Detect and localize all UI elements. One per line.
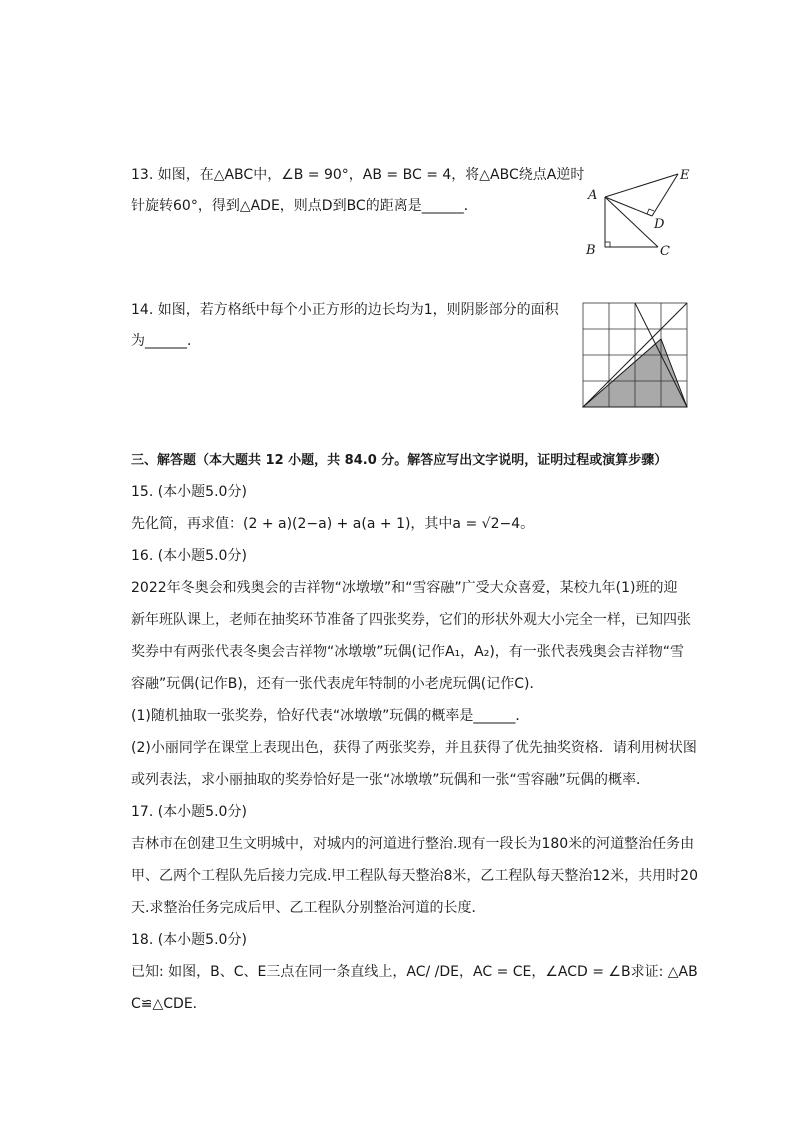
q16-line-2: 新年班队课上，老师在抽奖环节准备了四张奖券，它们的形状外观大小完全一样，已知四张 (131, 612, 691, 628)
q16-line-7: 或列表法，求小丽抽取的奖券恰好是一张“冰墩墩”玩偶和一张“雪容融”玩偶的概率． (131, 772, 651, 788)
q15-label: 15. (本小题5.0分) (131, 484, 247, 500)
q15-line-1: 先化简，再求值：(2 + a)(2−a) + a(a + 1)，其中a = √2−4。 (131, 516, 535, 532)
q14-grid-figure (582, 302, 692, 412)
q14-line-1: 14. 如图，若方格纸中每个小正方形的边长均为1，则阴影部分的面积 (131, 302, 559, 318)
q17-label: 17. (本小题5.0分) (131, 804, 247, 820)
section-3-header: 三、解答题（本大题共 12 小题，共 84.0 分。解答应写出文字说明，证明过程或演算步骤） (131, 453, 668, 468)
q18-line-1: 已知: 如图，B、C、E三点在同一条直线上，AC/ /DE，AC = CE，∠ACD = ∠B求证: △AB (131, 964, 698, 980)
q17-line-3: 天.求整治任务完成后甲、乙工程队分别整治河道的长度． (131, 900, 486, 916)
q13-label-a: A (588, 188, 598, 203)
q16-line-1: 2022年冬奥会和残奥会的吉祥物“冰墩墩”和“雪容融”广受大众喜爱，某校九年(1)班的迎 (131, 580, 678, 596)
q13-label-d: D (654, 217, 665, 232)
q13-label-b: B (586, 243, 596, 258)
q17-line-2: 甲、乙两个工程队先后接力完成.甲工程队每天整治8米，乙工程队每天整治12米，共用时20 (131, 868, 698, 884)
q13-label-c: C (660, 244, 670, 259)
q16-label: 16. (本小题5.0分) (131, 548, 247, 564)
q13-triangle-figure (580, 162, 700, 262)
q13-label-e: E (680, 168, 690, 183)
q16-line-5: (1)随机抽取一张奖券，恰好代表“冰墩墩”玩偶的概率是______． (131, 708, 530, 724)
q16-line-6: (2)小丽同学在课堂上表现出色，获得了两张奖券，并且获得了优先抽奖资格．请利用树状图 (131, 740, 697, 756)
q16-line-3: 奖券中有两张代表冬奥会吉祥物“冰墩墩”玩偶(记作A₁，A₂)，有一张代表残奥会吉祥物“雪 (131, 644, 685, 660)
q18-line-2: C≌△CDE． (131, 996, 207, 1012)
q13-line-1: 13. 如图，在△ABC中，∠B = 90°，AB = BC = 4，将△ABC绕点A逆时 (131, 167, 585, 183)
q16-line-4: 容融”玩偶(记作B)，还有一张代表虎年特制的小老虎玩偶(记作C)． (131, 676, 544, 692)
q13-line-2: 针旋转60°，得到△ADE，则点D到BC的距离是______． (131, 198, 478, 214)
q17-line-1: 吉林市在创建卫生文明城中，对城内的河道进行整治.现有一段长为180米的河道整治任务由 (131, 836, 695, 852)
q18-label: 18. (本小题5.0分) (131, 932, 247, 948)
q14-line-2: 为______． (131, 333, 201, 349)
